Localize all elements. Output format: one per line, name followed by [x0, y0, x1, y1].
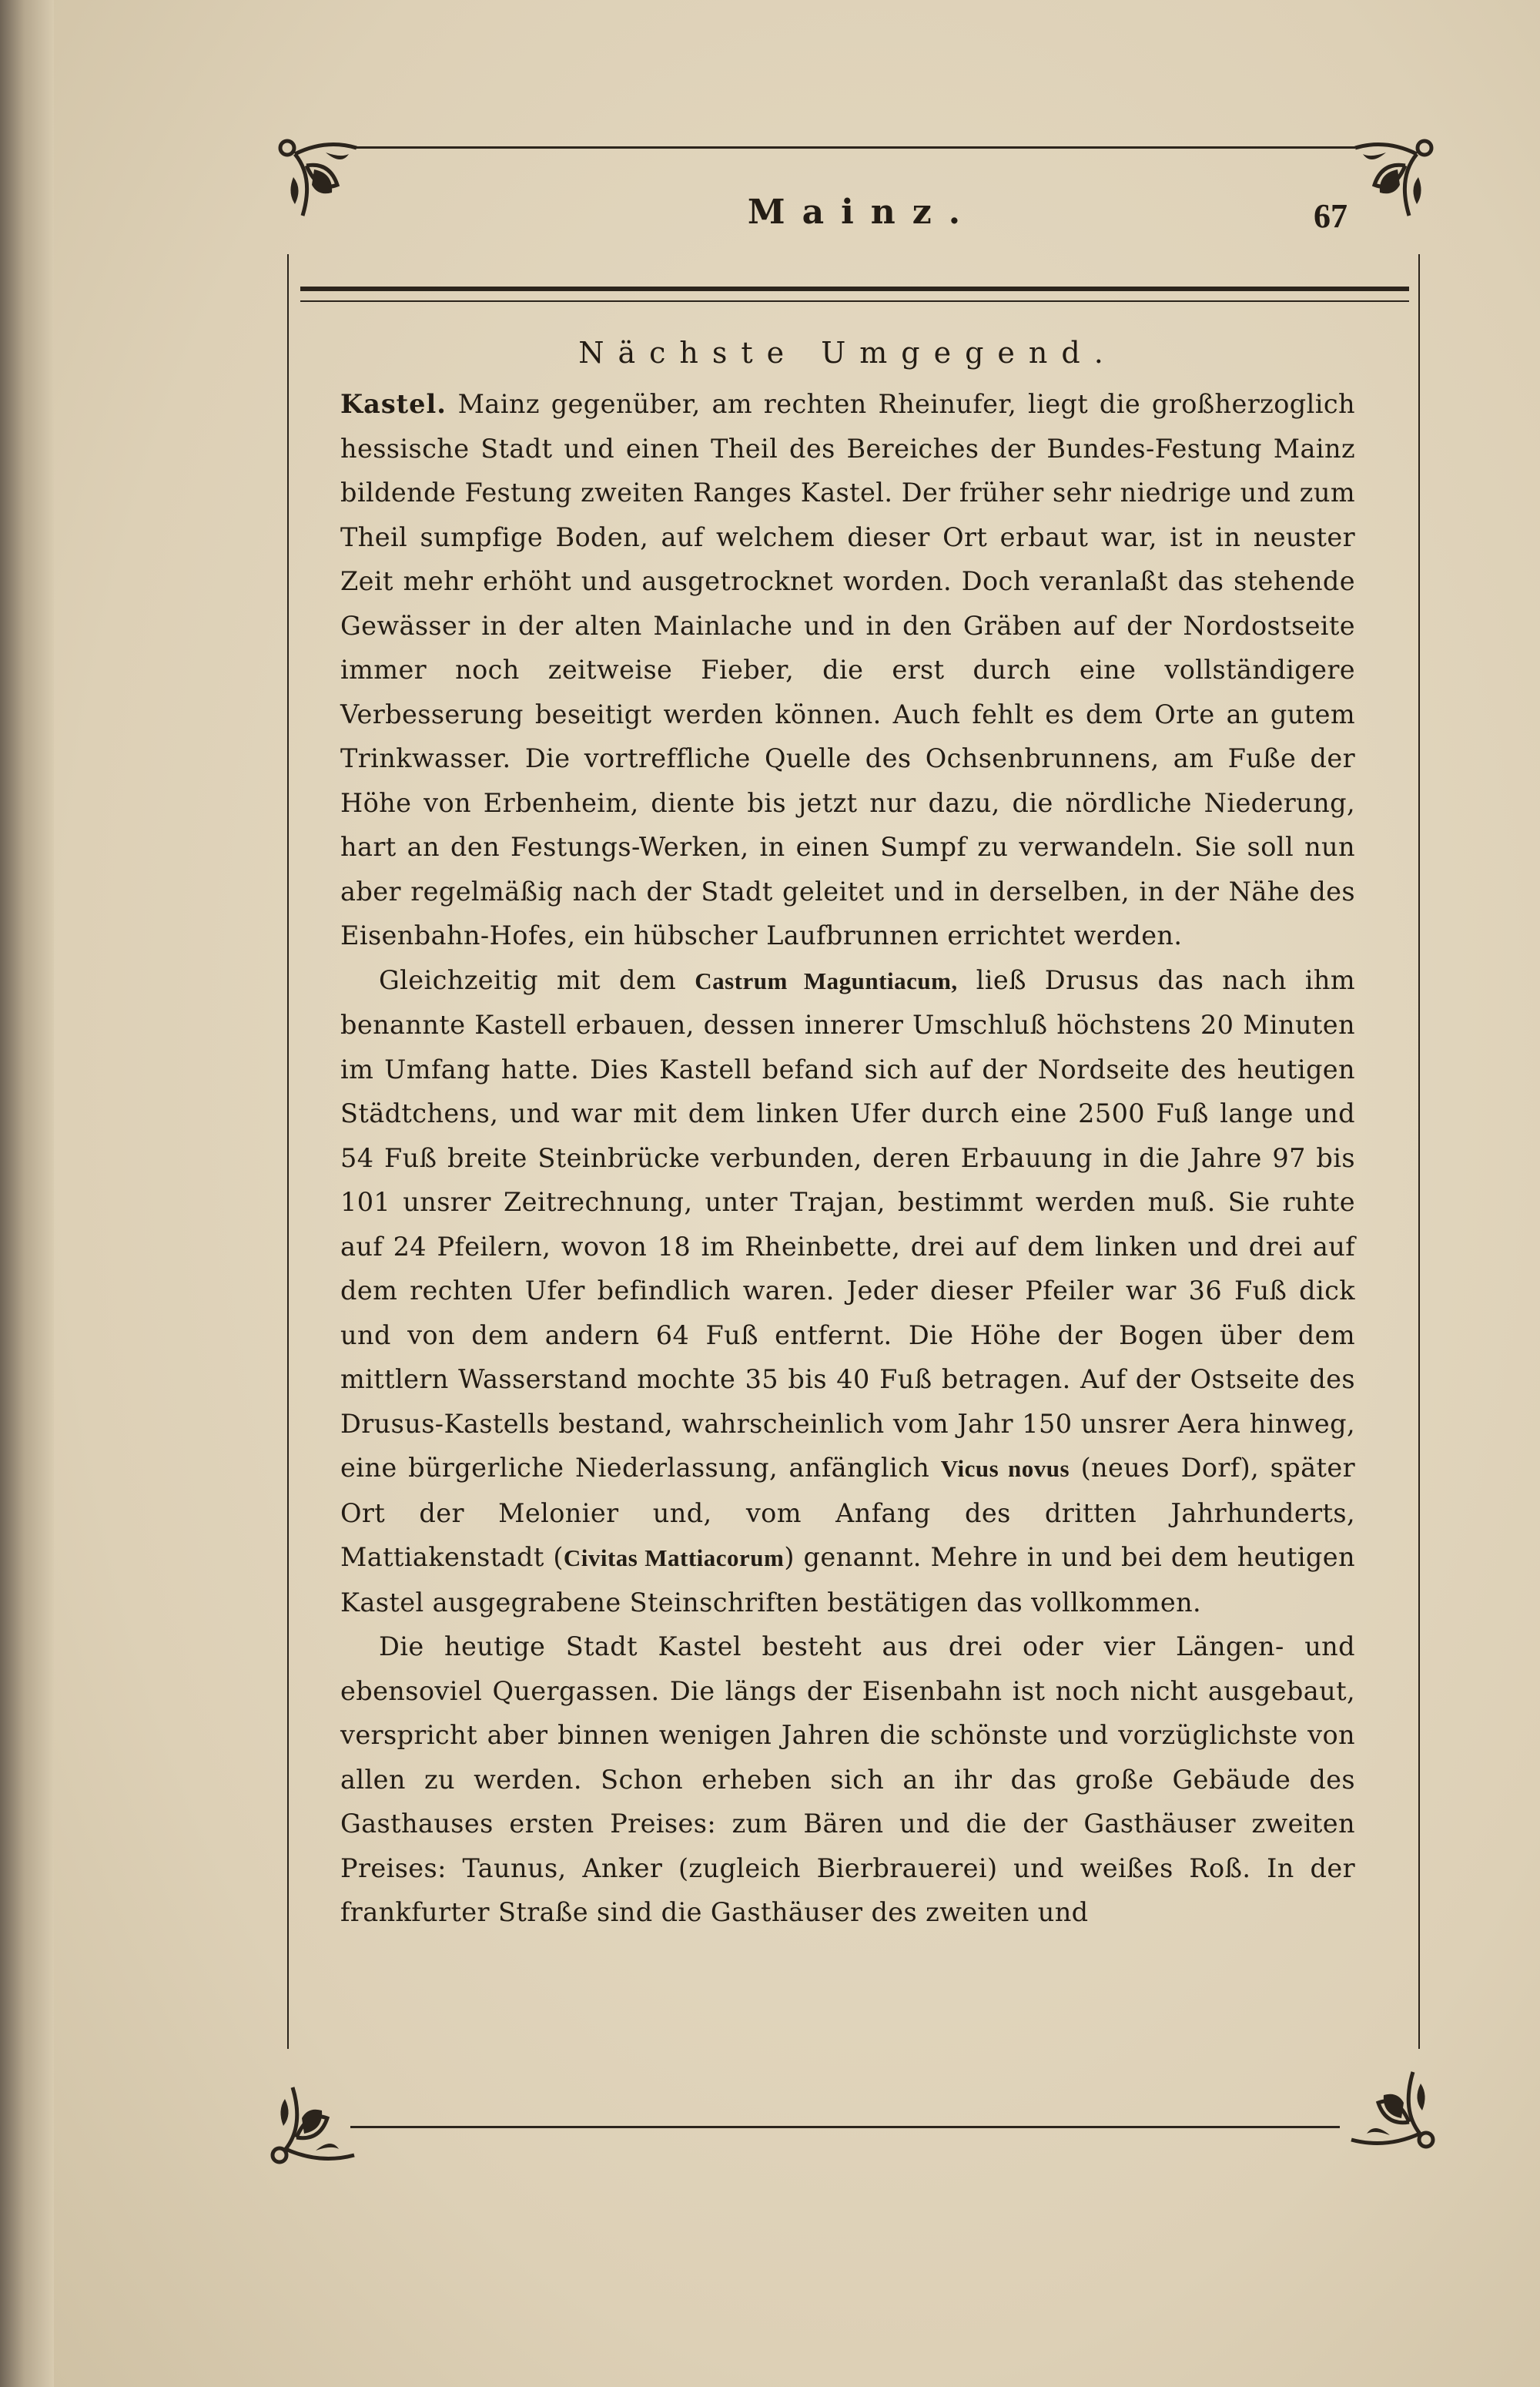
- frame-right-rule: [1418, 254, 1420, 2049]
- corner-ornament-top-right-icon: [1332, 131, 1440, 239]
- frame-left-rule: [287, 254, 289, 2049]
- run-in-heading: Kastel.: [340, 389, 447, 419]
- running-head: Mainz.: [747, 193, 978, 232]
- page-body: [340, 324, 1355, 1935]
- paragraph: [340, 382, 1355, 958]
- paragraph-text: ließ Drusus das nach ihm benannte Kastell erbauen, dessen innerer Umschluß höchstens 20 Minuten im Umfang hatte. Dies Kastell befand sich auf der Nordseite des heutigen Städtchens, und war mit dem linken Ufer durch eine 2500 Fuß lange und 54 Fuß breite Steinbrücke verbunden, deren Erbauung in die Jahre 97 bis 101 unsrer Zeitrechnung, unter Trajan, bestimmt werden muß. Sie ruhte auf 24 Pfeilern, wovon 18 im Rheinbette, drei auf dem linken und drei auf dem rechten Ufer befindlich waren. Jeder dieser Pfeiler war 36 Fuß dick und von dem andern 64 Fuß entfernt. Die Höhe der Bogen über dem mittlern Wasserstand mochte 35 bis 40 Fuß betragen. Auf der Ostseite des Drusus-Kastells bestand, wahrscheinlich vom Jahr 150 unsrer Aera hinweg, eine bürgerliche Niederlassung, anfänglich: [340, 964, 1355, 1483]
- paragraph-text: Die heutige Stadt Kastel besteht aus drei oder vier Längen- und ebensoviel Quergassen. Die längs der Eisenbahn ist noch nicht ausgebaut, verspricht aber binnen wenigen Jahren die schönste und vorzüglichste von allen zu werden. Schon erheben sich an ihr das große Gebäude des Gasthauses ersten Preises: zum Bären und die der Gasthäuser zweiten Preises: Taunus, Anker (zugleich Bierbrauerei) und weißes Roß. In der frankfurter Straße sind die Gasthäuser des zweiten und: [340, 1631, 1355, 1927]
- book-gutter: [0, 0, 54, 2387]
- paragraph: [340, 958, 1355, 1625]
- paragraph-text: Mainz gegenüber, am rechten Rheinufer, liegt die großherzoglich hessische Stadt und einen Theil des Bereiches der Bundes-Festung Mainz bildende Festung zweiten Ranges Kastel. Der früher sehr niedrige und zum Theil sumpfige Boden, auf welchem dieser Ort erbaut war, ist in neuster Zeit mehr erhöht und ausgetrocknet worden. Doch veranlaßt das stehende Gewässer in der alten Mainlache und in den Gräben auf der Nordostseite immer noch zeitweise Fieber, die erst durch eine vollständigere Verbesserung beseitigt werden können. Auch fehlt es dem Orte an gutem Trinkwasser. Die vortreffliche Quelle des Ochsenbrunnens, am Fuße der Höhe von Erbenheim, diente bis jetzt nur dazu, die nördliche Niederung, hart an den Festungs-Werken, in einen Sumpf zu verwandeln. Sie soll nun aber regelmäßig nach der Stadt geleitet und in derselben, in der Nähe des Eisenbahn-Hofes, ein hübscher Laufbrunnen errichtet werden.: [340, 389, 1355, 950]
- frame-top-rule: [354, 146, 1355, 149]
- header-double-rule: [300, 287, 1409, 302]
- paragraph-text: Gleichzeitig mit dem: [379, 964, 677, 995]
- paragraph: [340, 1624, 1355, 1935]
- corner-ornament-top-left-icon: [272, 131, 380, 239]
- section-heading: Nächste Umgegend.: [578, 336, 1117, 370]
- latin-term: Vicus novus: [940, 1455, 1070, 1482]
- book-page: [54, 0, 1540, 2387]
- latin-term: Castrum Maguntiacum,: [695, 967, 958, 994]
- page-number: 67: [1314, 197, 1348, 235]
- paragraph-text: (neues Dorf), später Ort der Melonier und, vom Anfang des dritten Jahrhunderts, Mattiakenstadt (: [340, 1453, 1355, 1572]
- corner-ornament-bottom-right-icon: [1340, 2049, 1448, 2157]
- latin-term: Civitas Mattiacorum: [563, 1544, 785, 1571]
- paragraph-text: ) genannt. Mehre in und bei dem heutigen Kastel ausgegrabene Steinschriften bestätigen das vollkommen.: [340, 1542, 1355, 1618]
- frame-bottom-rule: [350, 2126, 1340, 2128]
- corner-ornament-bottom-left-icon: [258, 2064, 366, 2172]
